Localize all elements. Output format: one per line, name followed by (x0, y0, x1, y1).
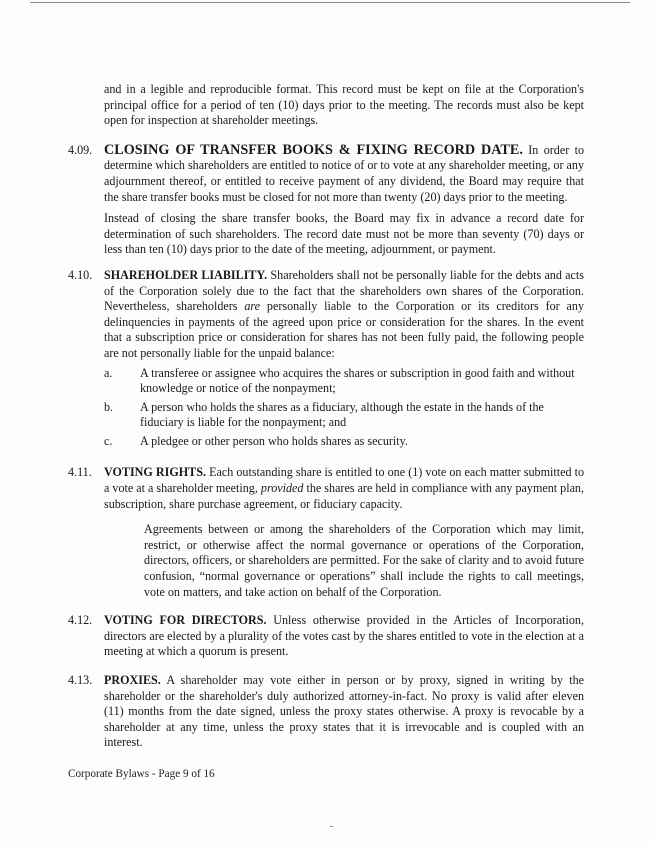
scan-speck (330, 826, 333, 827)
section-text: Shareholders shall not be personally liable for the debts and acts of the Corporation solely due to the fact that the shareholders own shares of the Corporation. Nevertheless, shareholders (104, 267, 584, 314)
list-item (104, 400, 584, 431)
liability-list (104, 366, 584, 450)
section-number: 4.09. (68, 142, 93, 157)
section-text: personally liable to the Corporation or its creditors for any delinquencies in payments of the agreed upon price or consideration for the shares. In the event that a subscription price or consideration for shares has not been fully paid, the following people are not personally liable for the unpaid balance: (104, 299, 585, 360)
page-footer: Corporate Bylaws - Page 9 of 16 (68, 768, 215, 780)
list-item-text: A transferee or assignee who acquires the shares or subscription in good faith and without knowledge or notice of the nonpayment; (140, 365, 575, 396)
section-text: Unless otherwise provided in the Articles of Incorporation, directors are elected by a plurality of the votes cast by the shares entitled to vote in the election at a meeting at which a quorum is present. (104, 613, 584, 659)
section-title: PROXIES. (104, 673, 161, 687)
list-item (104, 366, 584, 397)
section-number: 4.11. (68, 465, 92, 480)
list-item-text: A pledgee or other person who holds shares as security. (140, 433, 408, 448)
section-4-09 (68, 143, 584, 258)
section-4-13 (68, 673, 584, 751)
emphasis-text: provided (260, 481, 304, 496)
section-title: VOTING FOR DIRECTORS. (104, 613, 267, 628)
section-text: the shares are held in compliance with any payment plan, subscription, share purchase agreement, or fiduciary capacity. (104, 481, 585, 511)
section-number: 4.12. (68, 613, 93, 628)
list-item-label: b. (104, 399, 114, 414)
top-rule (30, 2, 630, 3)
list-item (104, 434, 584, 450)
list-item-text: A person who holds the shares as a fiduciary, although the estate in the hands of the fiduciary is liable for the nonpayment; and (140, 399, 544, 430)
section-text: Each outstanding share is entitled to one (1) vote on each matter submitted to a vote at a shareholder meeting, (104, 465, 585, 496)
section-text: A shareholder may vote either in person or by proxy, signed in writing by the shareholder or the shareholder's duly authorized attorney-in-fact. No proxy is valid after eleven (11) months from the date signed, unless the proxy states otherwise. A proxy is revocable by a shareholder at any time, unless the proxy states that it is irrevocable and is coupled with an interest. (104, 673, 584, 750)
indented-paragraph: Agreements between or among the shareholders of the Corporation which may limit, restrict, or otherwise affect the normal governance or operations of the Corporation, directors, officers, or shareholders are permitted. For the sake of clarity and to avoid future confusion, “normal governance or operations” shall include the rights to call meetings, vote on matters, and take action on behalf of the Corporation. (144, 522, 584, 599)
section-number: 4.10. (68, 267, 93, 282)
list-item-label: a. (104, 365, 113, 380)
emphasis-text: are (244, 299, 261, 314)
section-4-11 (68, 465, 584, 600)
continuation-paragraph: and in a legible and reproducible format. This record must be kept on file at the Corporation's principal office for a period of ten (10) days prior to the meeting. The records must also be kept open for inspection at shareholder meetings. (104, 82, 584, 128)
section-title: CLOSING OF TRANSFER BOOKS & FIXING RECORD DATE. (104, 141, 523, 158)
section-paragraph: Instead of closing the share transfer books, the Board may fix in advance a record date for determination of such shareholders. The record date must not be more than seventy (70) days or less than ten (10) days prior to the date of the meeting, adjournment, or payment. (104, 211, 584, 257)
section-4-10 (68, 268, 584, 453)
section-text: In order to determine which shareholders are entitled to notice of or to vote at any shareholder meeting, or any adjournment thereof, or entitled to receive payment of any dividend, the Board may require that the share transfer books must be closed for not more than twenty (20) days prior to the meeting. (104, 142, 584, 204)
section-title: VOTING RIGHTS. (104, 465, 206, 480)
section-4-12 (68, 613, 584, 660)
section-title: SHAREHOLDER LIABILITY. (104, 267, 268, 282)
section-number: 4.13. (68, 673, 93, 687)
list-item-label: c. (104, 433, 113, 448)
document-page (68, 82, 584, 751)
